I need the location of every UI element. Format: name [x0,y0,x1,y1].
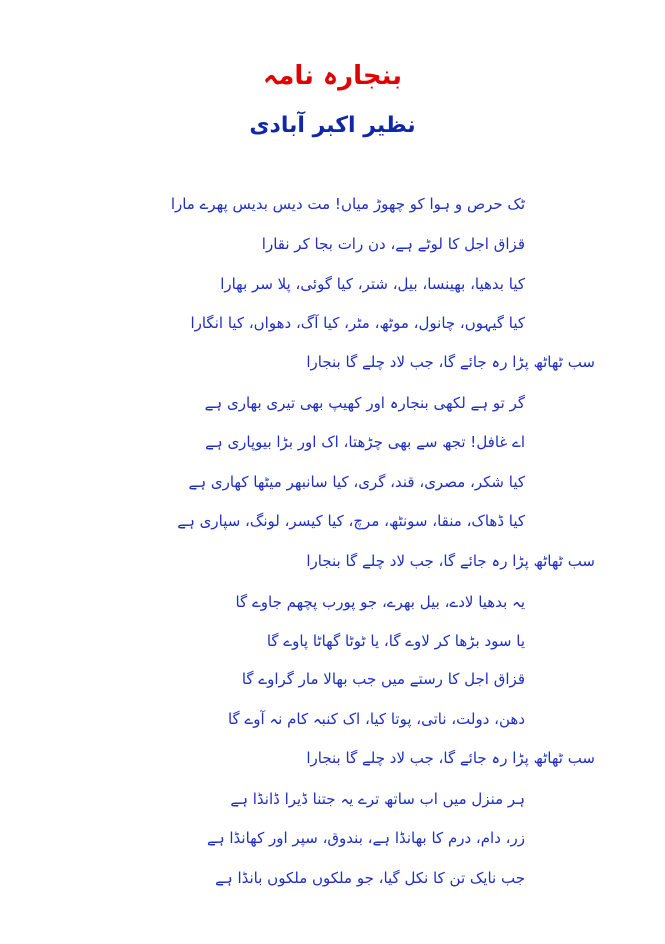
poet-name: نظیر اکبر آبادی [249,113,416,138]
verse-line: یہ بدھیا لادے، بیل بھرے، جو پورب پچھم جاوے گا [235,593,525,611]
verse-line: کیا شکر، مصری، قند، گری، کیا سانبھر میٹھا کھاری ہے [188,473,525,491]
refrain-line: سب ٹھاٹھ پڑا رہ جائے گا، جب لاد چلے گا بنجارا [306,749,595,767]
verse-line: زر، دام، درم کا بھانڈا ہے، بندوق، سپر اور کھانڈا ہے [207,829,525,847]
verse-line: قزاق اجل کا لوٹے ہے، دن رات بجا کر نقارا [261,235,525,253]
refrain-line: سب ٹھاٹھ پڑا رہ جائے گا، جب لاد چلے گا بنجارا [306,552,595,570]
verse-line: یا سود بڑھا کر لاوے گا، یا ٹوٹا گھاٹا پاوے گا [266,632,525,650]
verse-line: ٹک حرص و ہوا کو چھوڑ میاں! مت دیس بدیس پھرے مارا [170,195,525,213]
verse-line: اے غافل! تجھ سے بھی چڑھتا، اک اور بڑا بیوپاری ہے [205,433,525,451]
verse-line: کیا ڈھاک، منقا، سونٹھ، مرچ، کیا کیسر، لونگ، سپاری ہے [177,512,525,530]
verse-line: گر تو ہے لکھی بنجارہ اور کھیپ بھی تیری بھاری ہے [204,394,525,412]
verse-line: جب نایک تن کا نکل گیا، جو ملکوں ملکوں بانڈا ہے [215,869,525,887]
refrain-line: سب ٹھاٹھ پڑا رہ جائے گا، جب لاد چلے گا بنجارا [306,353,595,371]
verse-line: کیا بدھیا، بھینسا، بیل، شتر، کیا گوئی، پلا سر بھارا [220,275,525,293]
poem-title: بنجارہ نامہ [263,61,402,91]
verse-line: قزاق اجل کا رستے میں جب بھالا مار گراوے گا [241,670,525,688]
verse-line: ہر منزل میں اب ساتھ ترے یہ جتنا ڈیرا ڈانڈا ہے [230,790,525,808]
verse-line: کیا گیہوں، چانول، موٹھ، مٹر، کیا آگ، دھواں، کیا انگارا [190,314,525,332]
verse-line: دھن، دولت، ناتی، پوتا کیا، اک کنبہ کام نہ آوے گا [227,710,525,728]
